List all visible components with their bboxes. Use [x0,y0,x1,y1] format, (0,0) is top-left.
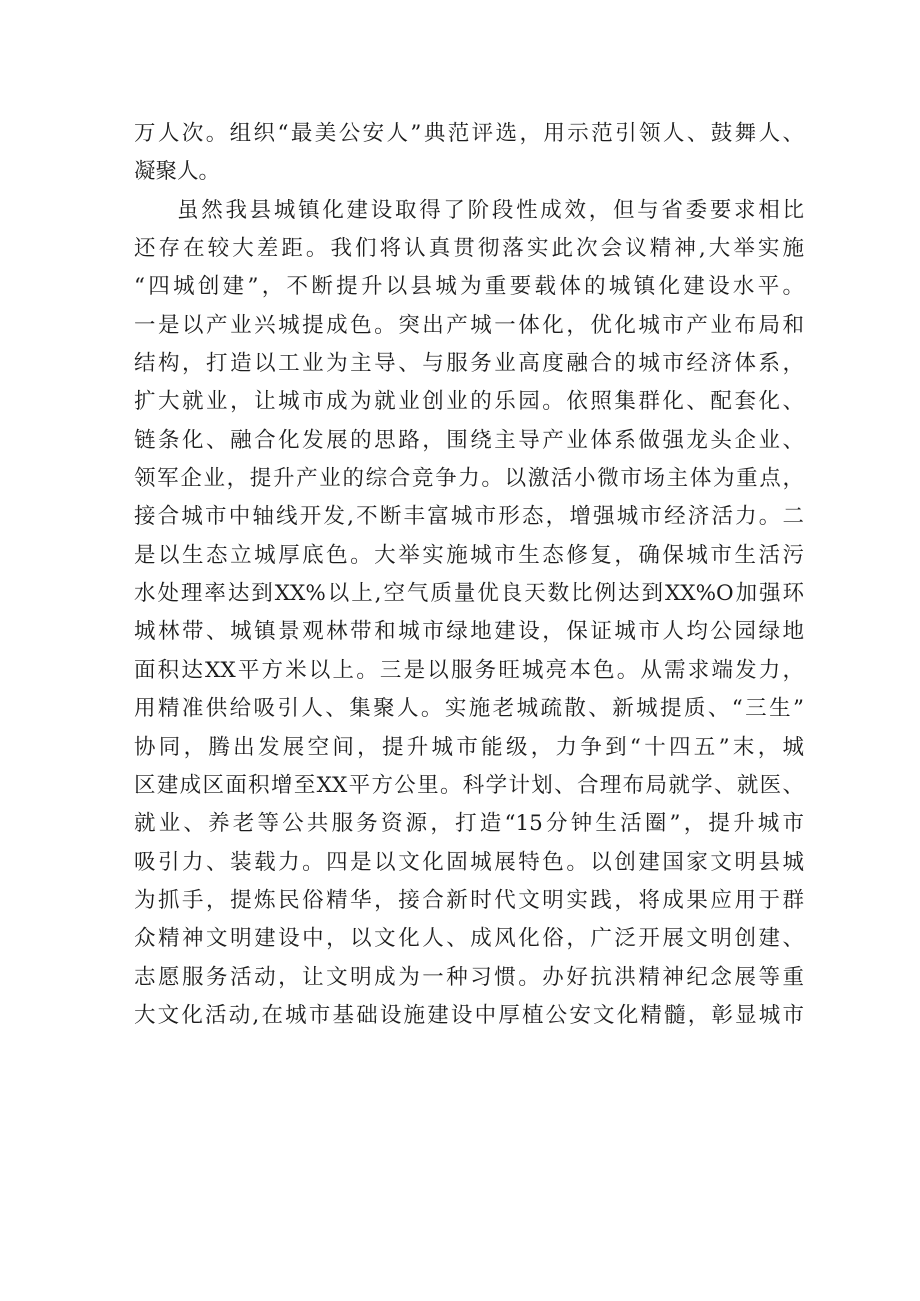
text-line: 凝聚人。 [134,159,221,185]
text-line: 万人次。组织“最美公安人”典范评选，用示范引领人、鼓舞人、 [134,121,804,146]
text-line: “四城创建”，不断提升以县城为重要载体的城镇化建设水平。 [134,274,804,300]
text-line: 区建成区面积增至XX平方公里。科学计划、合理布局就学、就医、 [134,772,804,798]
text-line: 接合城市中轴线开发,不断丰富城市形态，增强城市经济活力。二 [134,504,804,530]
body-text [134,115,804,1035]
text-line: 虽然我县城镇化建设取得了阶段性成效，但与省委要求相比 [177,197,804,223]
text-line: 水处理率达到XX%以上,空气质量优良天数比例达到XX%O加强环 [134,581,804,607]
text-line: 用精准供给吸引人、集聚人。实施老城疏散、新城提质、“三生” [134,696,804,722]
text-line: 链条化、融合化发展的思路，围绕主导产业体系做强龙头企业、 [134,427,804,453]
text-line: 众精神文明建设中，以文化人、成风化俗，广泛开展文明创建、 [134,926,804,952]
text-line: 面积达XX平方米以上。三是以服务旺城亮本色。从需求端发力， [134,657,804,683]
text-line: 大文化活动,在城市基础设施建设中厚植公安文化精髓，彰显城市 [134,1002,804,1028]
text-line: 是以生态立城厚底色。大举实施城市生态修复，确保城市生活污 [134,542,804,568]
text-line: 城林带、城镇景观林带和城市绿地建设，保证城市人均公园绿地 [134,619,804,645]
text-line: 结构，打造以工业为主导、与服务业高度融合的城市经济体系， [134,351,804,377]
text-line: 协同，腾出发展空间，提升城市能级，力争到“十四五”末，城 [134,734,804,760]
text-line: 一是以产业兴城提成色。突出产城一体化，优化城市产业布局和 [134,312,804,338]
text-line: 领军企业，提升产业的综合竞争力。以激活小微市场主体为重点， [134,466,804,492]
text-line: 就业、养老等公共服务资源，打造“15分钟生活圈”，提升城市 [134,811,804,837]
text-line: 志愿服务活动，让文明成为一种习惯。办好抗洪精神纪念展等重 [134,964,804,990]
text-line: 扩大就业，让城市成为就业创业的乐园。依照集群化、配套化、 [134,389,804,415]
text-line: 吸引力、装载力。四是以文化固城展特色。以创建国家文明县城 [134,849,804,875]
text-line: 还存在较大差距。我们将认真贯彻落实此次会议精神,大举实施 [134,236,804,262]
text-line: 为抓手，提炼民俗精华，接合新时代文明实践，将成果应用于群 [134,887,804,913]
